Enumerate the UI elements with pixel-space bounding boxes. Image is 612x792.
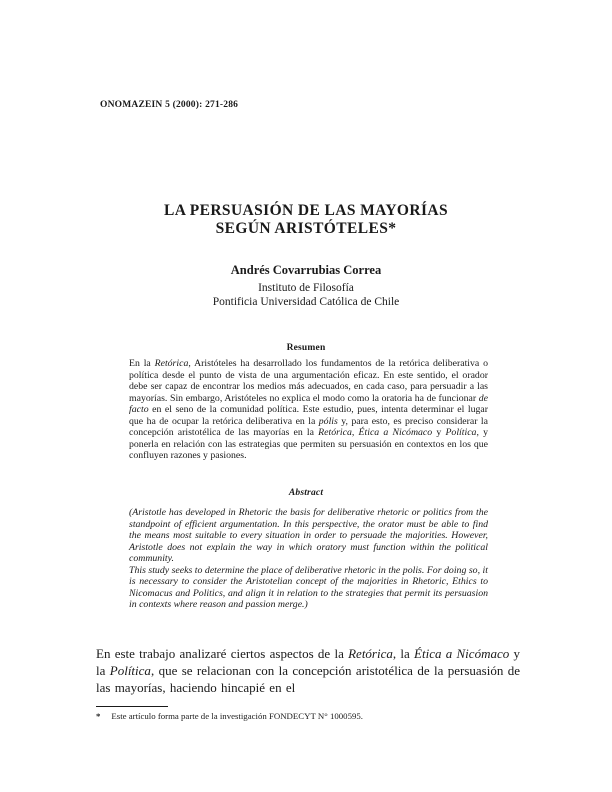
- running-header: ONOMAZEIN 5 (2000): 271-286: [100, 100, 239, 110]
- paper-title-line2: SEGÚN ARISTÓTELES*: [215, 220, 397, 237]
- footnote-marker: *: [96, 711, 101, 721]
- body-paragraph: En este trabajo analizaré ciertos aspectos de la Retórica, la Ética a Nicómaco y la Política, que se relacionan con la concepción aristotélica de la persuasión de las mayorías, haciendo hincapié en el: [96, 646, 520, 695]
- affiliation-university: Pontificia Universidad Católica de Chile: [212, 296, 400, 308]
- author-name: Andrés Covarrubias Correa: [230, 263, 382, 277]
- resumen-text: En la Retórica, Aristóteles ha desarrollado los fundamentos de la retórica deliberativa o política desde el punto de vista de una argumentación eficaz. En este sentido, el orador debe ser capaz de encontrar los medios más adecuados, en cada caso, para persuadir a las mayorías. Sin embargo, Aristóteles no explica el modo como la oratoria ha de funcionar de facto en el seno de la comunidad política. Este estudio, pues, intenta determinar el lugar que ha de ocupar la retórica deliberativa en la pólis y, para esto, es preciso considerar la concepción aristotélica de las mayorías en la Retórica, Ética a Nicómaco y Política, y ponerla en relación con las estrategias que permiten su persuasión en contextos en los que confluyen razones y pasiones.: [129, 358, 489, 462]
- paper-title: [0, 202, 612, 238]
- affiliation-institute: Instituto de Filosofía: [258, 282, 354, 294]
- abstract-text: [129, 507, 488, 611]
- paper-title-line1: LA PERSUASIÓN DE LAS MAYORÍAS: [163, 202, 449, 219]
- footnote: [96, 711, 520, 721]
- abstract-paragraph-2: This study seeks to determine the place of deliberative rhetoric in the polis. For doing so, it is necessary to consider the Aristotelian concept of the majorities in Rhetoric, Ethics to Nicomacus and Politics, and align it in relation to the strategies that permit its persuasion in contexts where reason and passion merge.): [129, 564, 488, 611]
- footnote-text: Este artículo forma parte de la investigación FONDECYT N° 1000595.: [111, 711, 363, 721]
- abstract-heading: Abstract: [288, 488, 324, 498]
- abstract-paragraph-1: (Aristotle has developed in Rhetoric the basis for deliberative rhetoric or politics from the standpoint of efficient argumentation. In this perspective, the orator must be able to find the means most suitable to every situation in order to persuade the majorities. However, Aristotle does not explain the way in which oratory must function within the political community.: [129, 507, 488, 565]
- footnote-rule: [96, 706, 168, 707]
- resumen-heading: Resumen: [286, 343, 326, 353]
